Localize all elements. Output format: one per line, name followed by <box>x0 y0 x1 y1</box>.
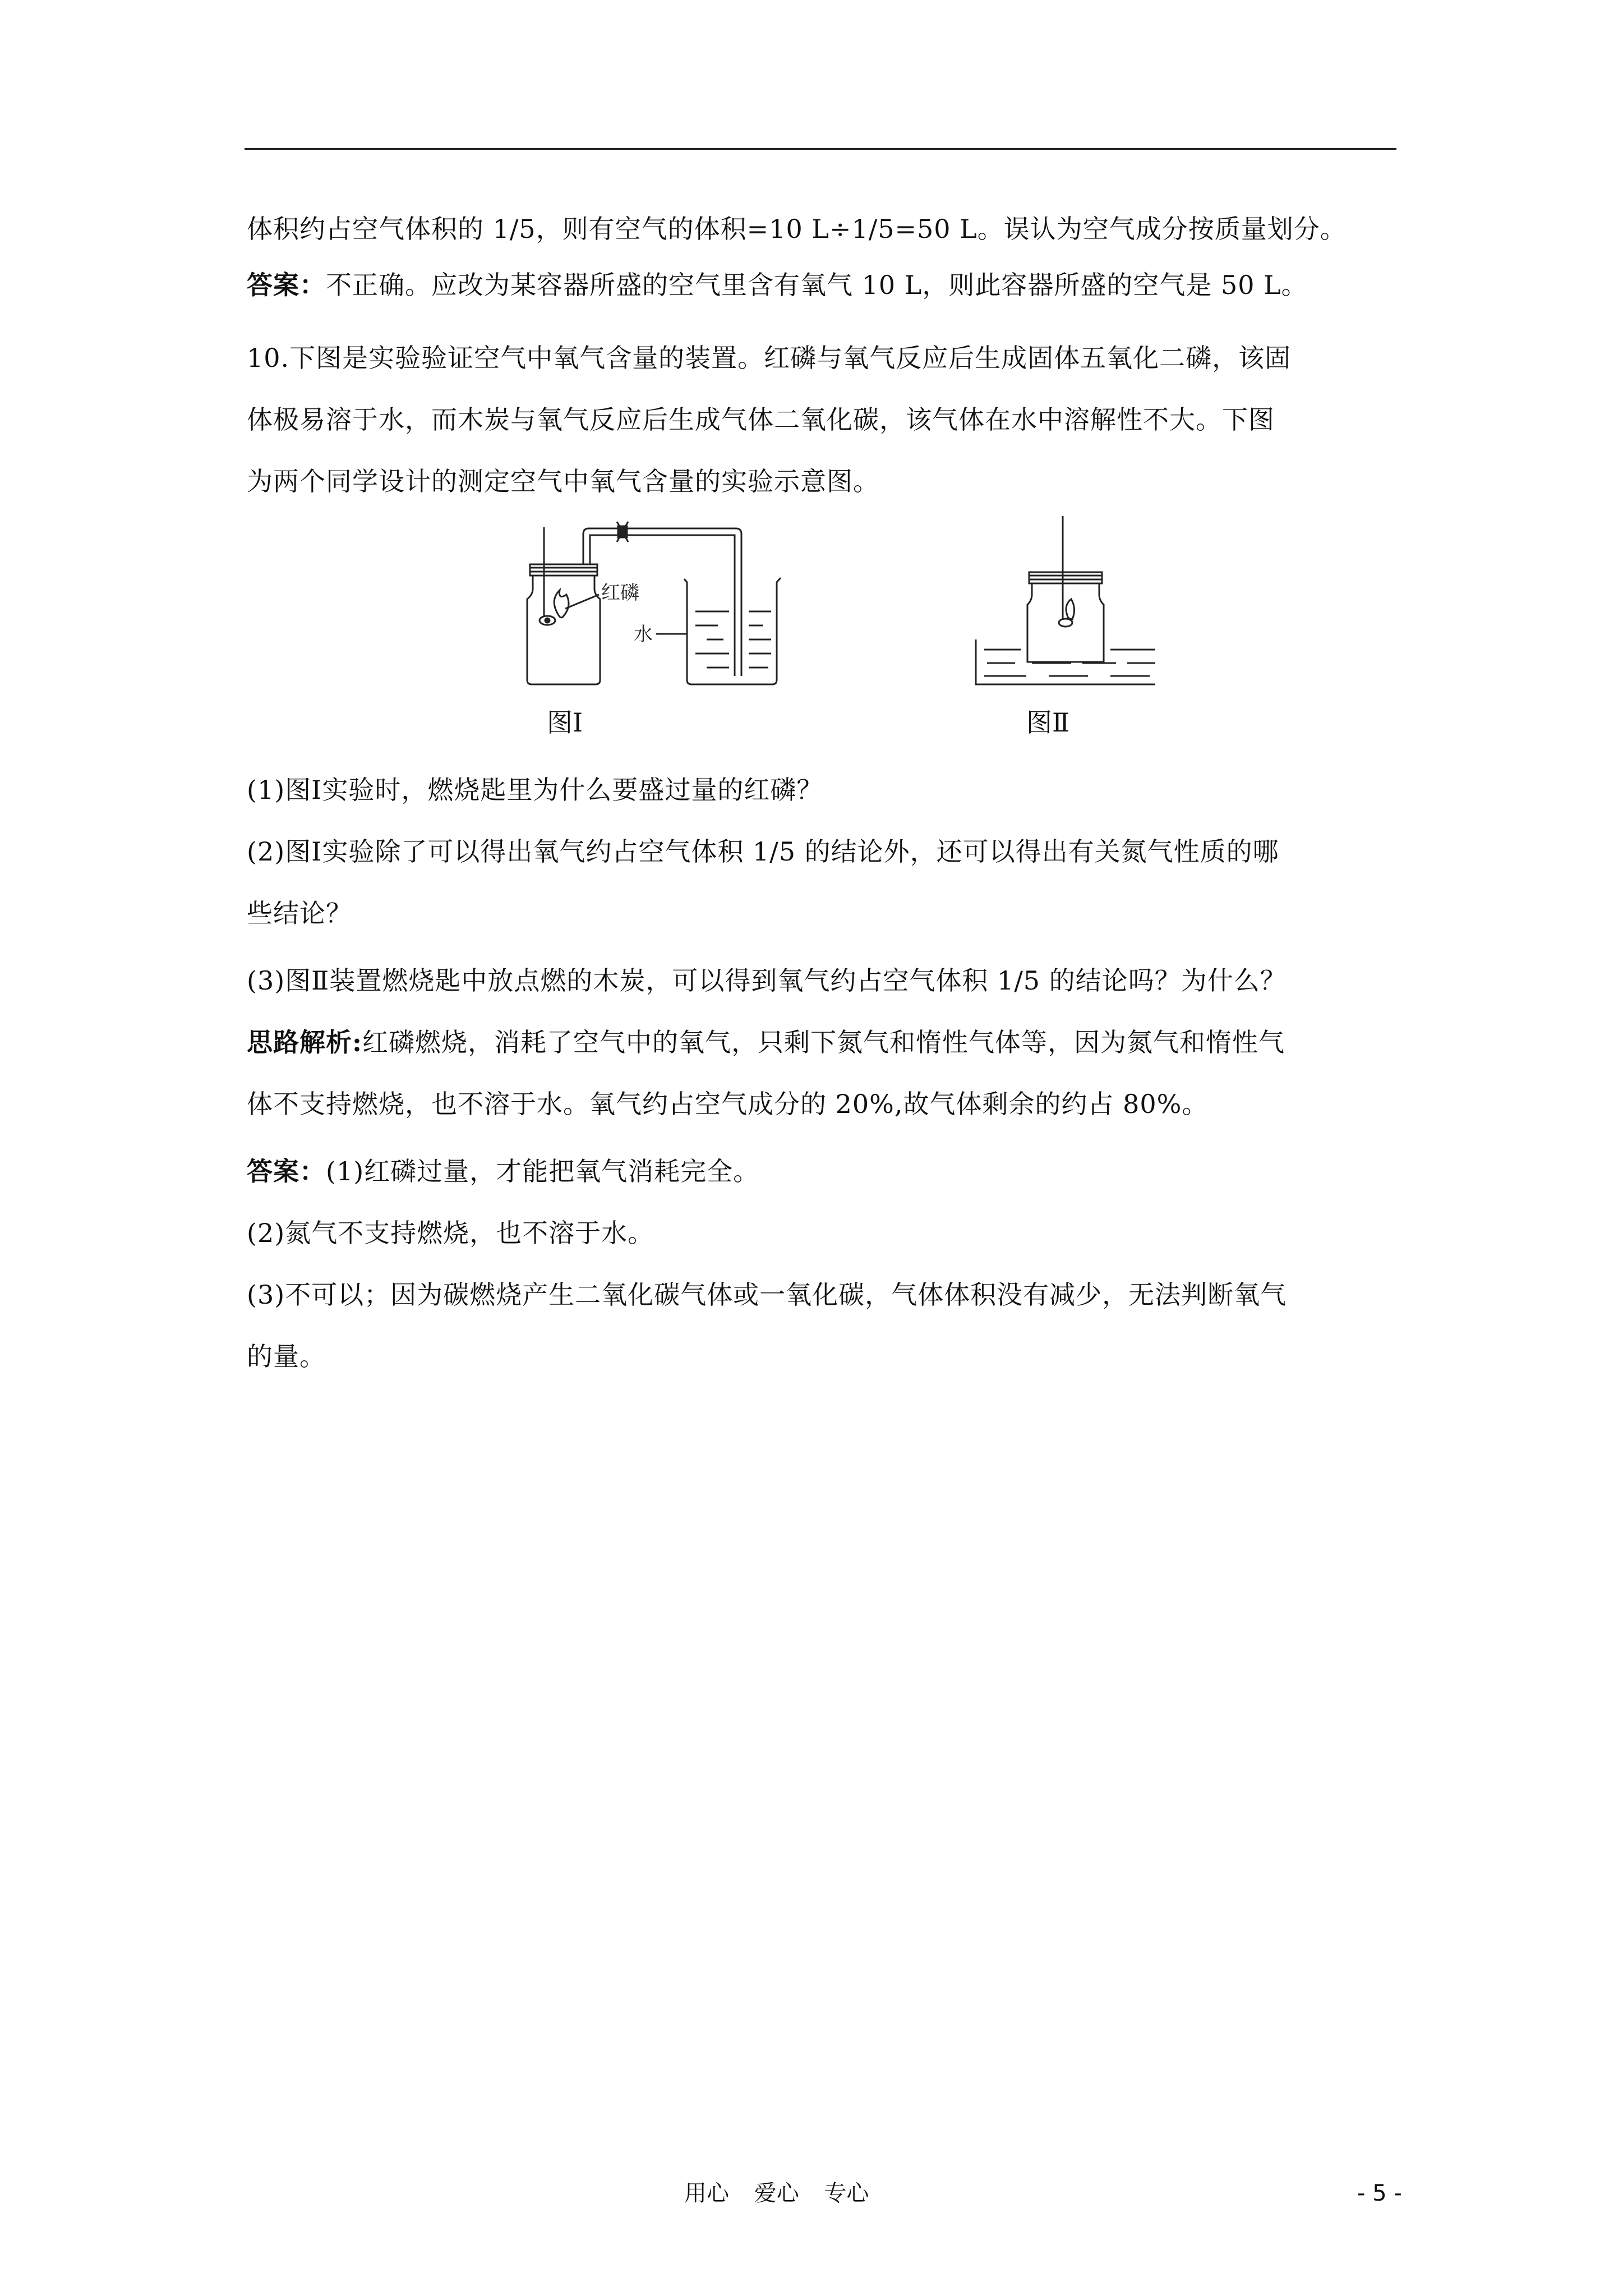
analysis-line-1: 思路解析:红磷燃烧，消耗了空气中的氧气，只剩下氮气和惰性气体等，因为氮气和惰性气 <box>247 1027 1285 1057</box>
bottle-2 <box>1027 583 1104 662</box>
page-number: - 5 - <box>1357 2180 1402 2206</box>
answer-2-line-4: 的量。 <box>247 1341 326 1372</box>
bottle-1 <box>527 575 600 684</box>
label-red-phosphorus: 红磷 <box>601 582 639 604</box>
question-2-line-1: (2)图Ⅰ实验除了可以得出氧气约占空气体积 1/5 的结论外，还可以得出有关氮气性质的哪 <box>247 836 1279 867</box>
question-1: (1)图Ⅰ实验时，燃烧匙里为什么要盛过量的红磷？ <box>247 775 823 805</box>
caption-figure-1: 图Ⅰ <box>547 707 583 738</box>
question-10-line-3: 为两个同学设计的测定空气中氧气含量的实验示意图。 <box>247 466 879 496</box>
question-3: (3)图Ⅱ装置燃烧匙中放点燃的木炭，可以得到氧气约占空气体积 1/5 的结论吗？为什么？ <box>247 965 1287 996</box>
answer-2-line-1: 答案：(1)红磷过量，才能把氧气消耗完全。 <box>247 1156 760 1186</box>
answer-2-line-3: (3)不可以；因为碳燃烧产生二氧化碳气体或一氧化碳，气体体积没有减少，无法判断氧气 <box>247 1280 1287 1310</box>
caption-figure-2: 图Ⅱ <box>1026 707 1070 738</box>
stopper-1 <box>530 564 597 576</box>
analysis-line-2: 体不支持燃烧，也不溶于水。氧气约占空气成分的 20%,故气体剩余的约占 80%。 <box>247 1089 1209 1119</box>
flame-1 <box>554 590 569 618</box>
analysis-lead: 思路解析: <box>247 1027 362 1057</box>
answer-line-1: 答案：不正确。应改为某容器所盛的空气里含有氧气 10 L，则此容器所盛的空气是 50 L。 <box>247 270 1308 300</box>
question-10-line-1: 10.下图是实验验证空气中氧气含量的装置。红磷与氧气反应后生成固体五氧化二磷，该固 <box>247 343 1292 373</box>
answer-lead-2: 答案： <box>247 1156 326 1186</box>
flame-2 <box>1066 599 1075 619</box>
question-10-line-2: 体极易溶于水，而木炭与氧气反应后生成气体二氧化碳，该气体在水中溶解性不大。下图 <box>247 404 1275 435</box>
water-marks-1 <box>695 611 771 668</box>
spoon-2 <box>1059 619 1072 627</box>
header-rule <box>245 148 1396 150</box>
answer-2-line-2: (2)氮气不支持燃烧，也不溶于水。 <box>247 1218 654 1248</box>
label-water: 水 <box>634 623 653 646</box>
answer-lead: 答案： <box>247 270 326 300</box>
text-line-1: 体积约占空气体积的 1/5，则有空气的体积=10 L÷1/5=50 L。误认为空气成分按质量划分。 <box>247 214 1347 244</box>
question-2-line-2: 些结论？ <box>247 898 352 928</box>
footer-slogan: 用心 爱心 专心 <box>684 2180 869 2206</box>
stopper-2 <box>1029 572 1102 583</box>
water-marks-2 <box>984 650 1155 676</box>
